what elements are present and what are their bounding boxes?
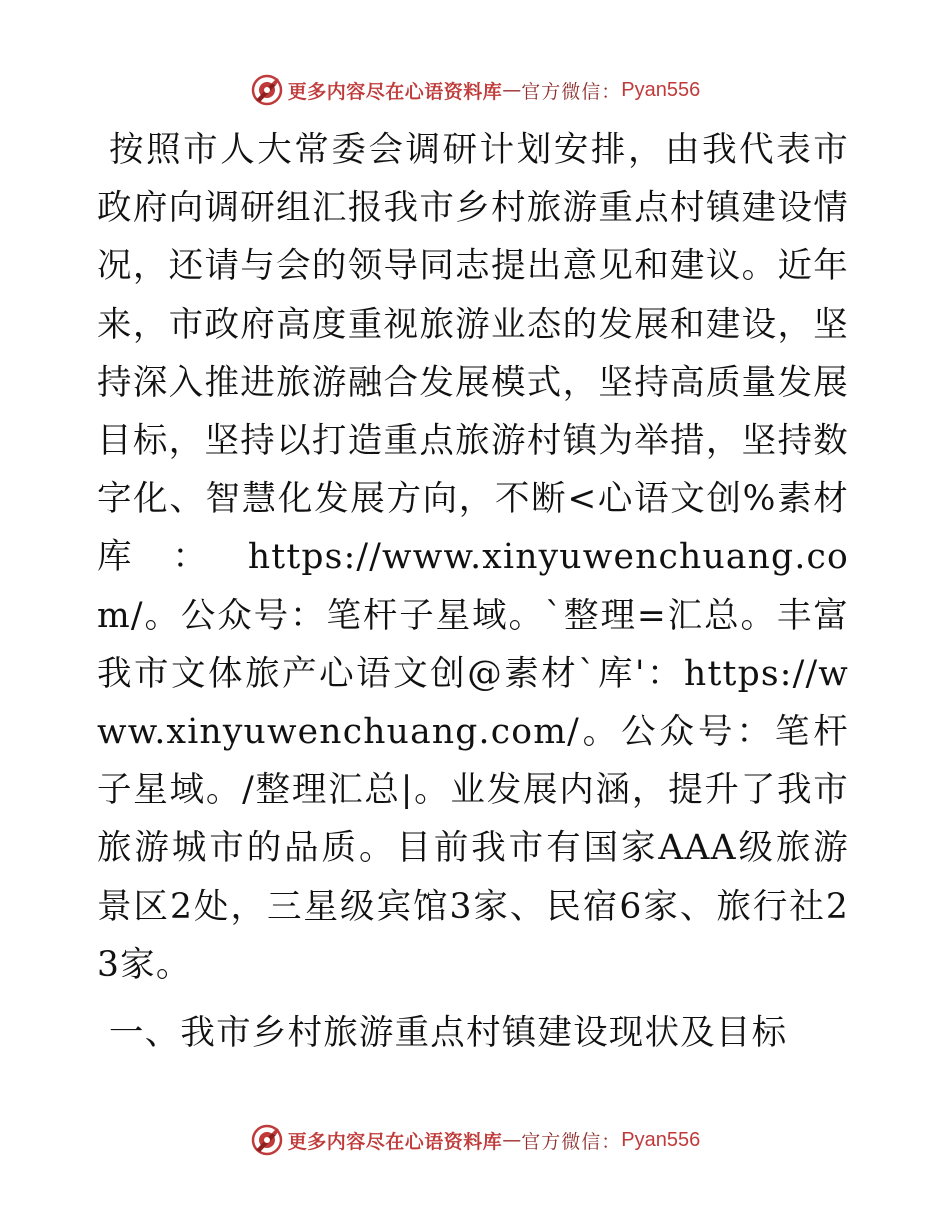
watermark-official: 官方微信： (521, 80, 622, 103)
watermark-wechat-id: Pyan556 (621, 78, 701, 101)
body-paragraph: 按照市人大常委会调研计划安排，由我代表市政府向调研组汇报我市乡村旅游重点村镇建设情况，还请与会的领导同志提出意见和建议。近年来，市政府高度重视旅游业态的发展和建设，坚持深入推进旅游融合发展模式，坚持高质量发展目标，坚持以打造重点旅游村镇为举措，坚持数字化、智慧化发展方向，不断<心语文创%素材库：https://www.xinyuwenchuang.com/。公众号：笔杆子星域。`整理=汇总。丰富我市文体旅产心语文创@素材`库'：https://www.xinyuwenchuang.com/。公众号：笔杆子星域。/整理汇总|。业发展内涵，提升了我市旅游城市的品质。目前我市有国家AAA级旅游景区2处，三星级宾馆3家、民宿6家、旅行社23家。 (97, 130, 849, 985)
document-body (97, 121, 849, 1062)
footer-watermark (0, 1118, 950, 1162)
watermark-official: 官方微信： (521, 1130, 622, 1153)
watermark-wechat-id: Pyan556 (621, 1128, 701, 1151)
pen-logo-icon (250, 1123, 284, 1157)
pen-logo-icon (250, 73, 284, 107)
watermark-text: 更多内容尽在心语资料库 (287, 80, 503, 103)
header-watermark (0, 68, 950, 112)
watermark-dash: — (502, 79, 522, 101)
watermark-text: 更多内容尽在心语资料库 (287, 1130, 503, 1153)
section-heading: 一、我市乡村旅游重点村镇建设现状及目标 (109, 1013, 788, 1054)
watermark-dash: — (502, 1129, 522, 1151)
